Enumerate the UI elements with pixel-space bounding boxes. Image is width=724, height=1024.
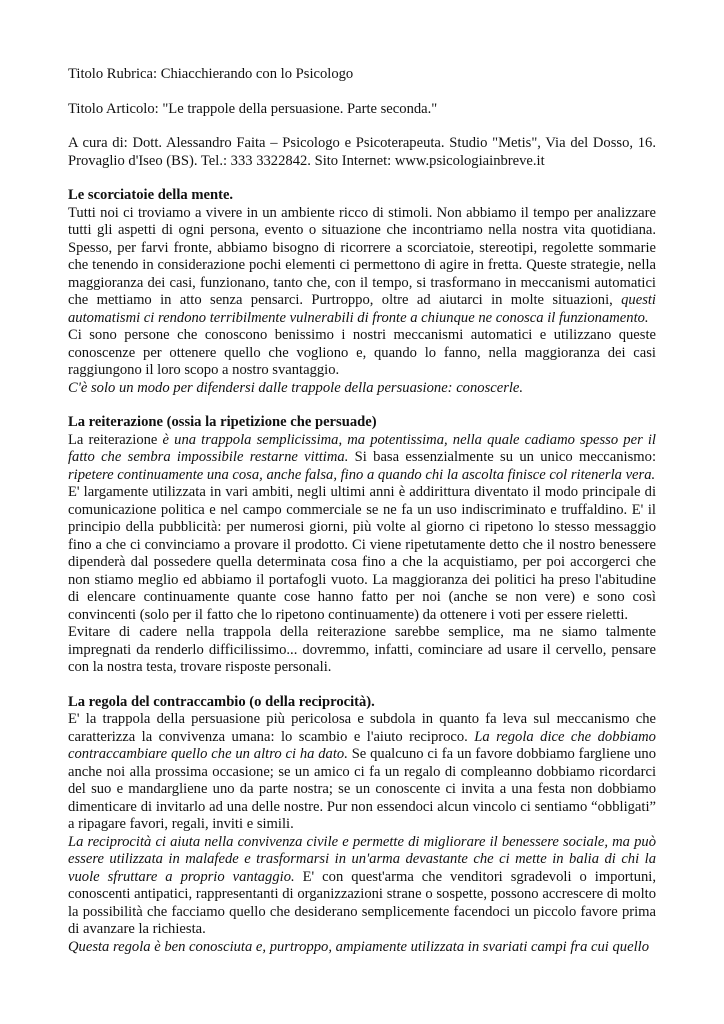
article-section [68,694,656,957]
article-body [68,187,656,956]
section-title: La regola del contraccambio (o della reciprocità). [68,693,375,710]
paragraph [68,484,656,624]
article-title: Titolo Articolo: "Le trappole della persuasione. Parte seconda." [68,100,438,117]
text-run: La reiterazione [68,431,163,448]
paragraph [68,624,656,677]
italic-text: è una trappola semplicissima, ma potentissima, nella quale cadiamo spesso per il fatto che sembra impossibile restarne vittima. [68,431,656,465]
text-run: Evitare di cadere nella trappola della reiterazione sarebbe semplice, ma ne siamo talmente impregnati da renderlo difficilissimo... dovremmo, infatti, cominciare ad usare il cervello, pensare con la nostra testa, trovare risposte personali. [68,624,656,675]
paragraph [68,327,656,380]
paragraph [68,834,656,939]
paragraph [68,939,656,957]
text-run: E' con quest'arma che venditori sgradevoli o importuni, conoscenti antipatici, rappresentanti di organizzazioni strane o sospette, possono accrescere di molto la possibilità che facciamo quello che desiderano semplicemente facendoci un piccolo favore prima di avanzare la richiesta. [68,868,656,937]
text-run: Ci sono persone che conoscono benissimo i nostri meccanismi automatici e utilizzano queste conoscenze per ottenere quello che vogliono e, quando lo fanno, nella maggioranza dei casi raggiungono il loro scopo a nostro svantaggio. [68,327,656,378]
text-run: Tutti noi ci troviamo a vivere in un ambiente ricco di stimoli. Non abbiamo il tempo per analizzare tutti gli aspetti di ogni persona, evento o situazione che incontriamo nella nostra vita quotidiana. Spesso, per farvi fronte, abbiamo bisogno di ricorrere a scorciatoie, stereotipi, regolette sommarie che tenendo in considerazione pochi elementi ci permettono di agire in fretta. Queste strategie, nella maggioranza dei casi, funzionano, tanto che, con il tempo, si trasformano in meccanismi automatici che mettiamo in atto senza pensarci. Purtroppo, oltre ad aiutarci in molte situazioni, [68,204,656,308]
paragraph [68,711,656,834]
italic-text: ripetere continuamente una cosa, anche falsa, fino a quando chi la ascolta finisce col ritenerla vera. [68,466,656,483]
section-title: La reiterazione (ossia la ripetizione che persuade) [68,414,377,430]
italic-text: Questa regola è ben conosciuta e, purtroppo, ampiamente utilizzata in svariati campi fra cui quello [68,938,649,955]
text-run: Si basa essenzialmente su un unico meccanismo: [348,449,656,465]
text-run: E' largamente utilizzata in vari ambiti, negli ultimi anni è addirittura diventato il modo principale di comunicazione politica e nel campo commerciale se ne fa un uso indiscriminato e truffaldino. E' il principio della pubblicità: per numerosi giorni, più volte al giorno ci ripetono lo stesso messaggio fino a che ci convinciamo a provare il prodotto. Ci viene ripetutamente detto che il nostro benessere dipenderà dal possedere quella determinata cosa fino a che la acquistiamo, per poi accorgerci che non stiamo meglio ed abbiamo il portafogli vuoto. La maggioranza dei politici ha preso l'abitudine di elencare continuamente quante cose hanno fatto per noi (anche se non vere) e sono così convincenti (solo per il fatto che lo ripetono continuamente) da ottenere i voti per essere rieletti. [68,484,656,623]
document-page [68,66,656,973]
section-title: Le scorciatoie della mente. [68,187,234,203]
italic-text: La regola dice che dobbiamo contraccambiare quello che un altro ci ha dato. [68,728,656,762]
rubric-title: Titolo Rubrica: Chiacchierando con lo Psicologo [68,66,354,82]
italic-text: La reciprocità ci aiuta nella convivenza civile e permette di migliorare il benessere sociale, ma può essere utilizzata in malafede e trasformarsi in un'arma devastante che ci mette in balia di chi la vuole sfruttare a proprio vantaggio. [68,833,656,885]
paragraph [68,432,656,485]
italic-text: C'è solo un modo per difendersi dalle trappole della persuasione: conoscerle. [68,379,524,396]
text-run: E' la trappola della persuasione più pericolosa e subdola in quanto fa leva sul meccanismo che caratterizza la convivenza umana: lo scambio e l'aiuto reciproco. [68,711,656,745]
paragraph [68,380,656,398]
article-section [68,414,656,677]
text-run: Se qualcuno ci fa un favore dobbiamo fargliene uno anche noi alla prossima occasione; se un amico ci fa un regalo di compleanno dobbiamo ricordarci del suo e mandargliene uno da parte nostra; se un conoscente ci invita a una festa non dobbiamo dimenticare di invitarlo ad una delle nostre. Pur non essendoci alcun vincolo ci sentiamo “obbligati” a ripagare favori, regali, inviti e simili. [68,746,656,832]
italic-text: questi automatismi ci rendono terribilmente vulnerabili di fronte a chiunque ne conosca il funzionamento. [68,292,656,326]
article-section [68,187,656,397]
author-info: A cura di: Dott. Alessandro Faita – Psicologo e Psicoterapeuta. Studio "Metis", Via del Dosso, 16. Provaglio d'Iseo (BS). Tel.: 333 3322842. Sito Internet: www.psicologiainbreve.it [68,135,656,169]
paragraph [68,205,656,328]
